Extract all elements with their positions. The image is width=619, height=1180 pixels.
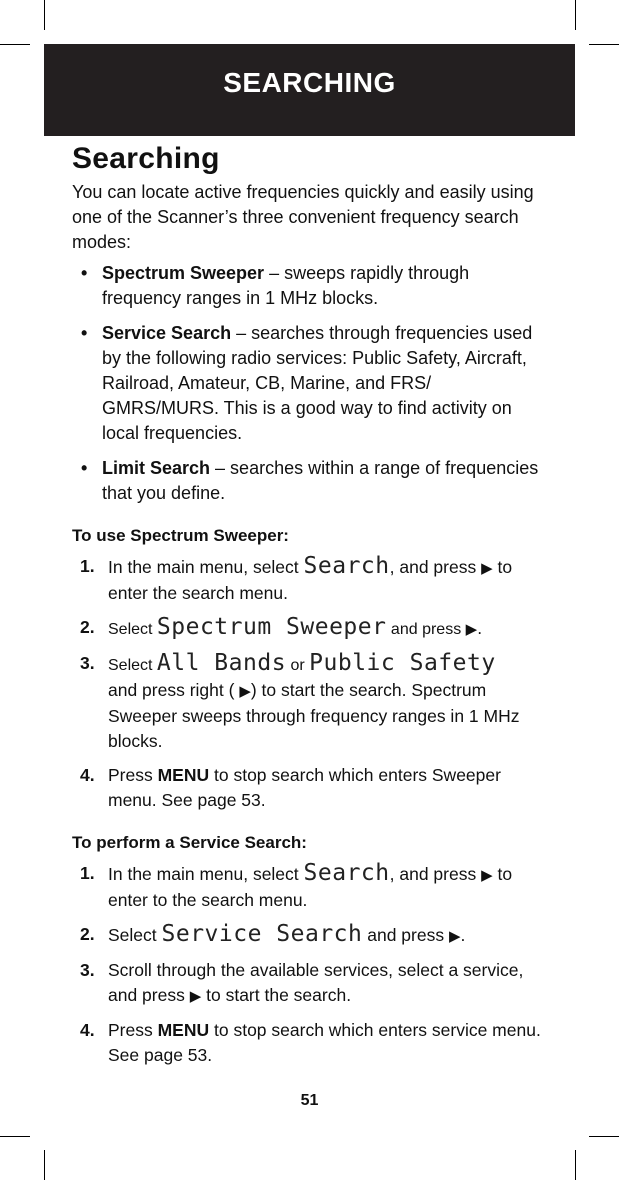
mode-term: Limit Search xyxy=(102,458,211,478)
right-arrow-icon: ▶ xyxy=(481,560,493,577)
step-text: , and press xyxy=(389,557,482,577)
step-item xyxy=(72,651,552,754)
mode-desc: – searches through frequencies used by the following radio services: Public Safety, Aircraft, Railroad, Amateur, CB, Marine, and FRS/ GMRS/MURS. This is a good way to find activity on local frequencies. xyxy=(102,323,533,443)
crop-mark xyxy=(589,44,619,45)
crop-mark xyxy=(44,1150,45,1180)
step-text: or xyxy=(286,657,310,674)
step-text: to enter the search menu. xyxy=(108,557,513,603)
step-text: and press xyxy=(386,621,466,638)
menu-key-label: MENU xyxy=(157,765,210,785)
sweeper-steps xyxy=(72,554,552,813)
step-number: 1. xyxy=(80,863,95,883)
step-text: In the main menu, select xyxy=(108,864,304,884)
step-text: Press xyxy=(108,765,158,785)
right-arrow-icon: ▶ xyxy=(189,988,202,1005)
right-arrow-icon: ▶ xyxy=(239,683,251,700)
mode-desc: – sweeps rapidly through frequency ranges in 1 MHz blocks. xyxy=(102,263,470,308)
step-text: . xyxy=(460,925,466,945)
mode-term: Service Search xyxy=(102,323,232,343)
step-item xyxy=(72,861,552,913)
step-text: to enter to the search menu. xyxy=(108,864,513,910)
right-arrow-icon: ▶ xyxy=(481,867,493,884)
step-text: Select xyxy=(108,657,157,674)
search-modes-list xyxy=(72,261,552,506)
step-number: 3. xyxy=(80,653,95,673)
step-text: to start the search. xyxy=(201,985,352,1005)
chapter-title: SEARCHING xyxy=(223,67,396,98)
step-item xyxy=(72,1018,552,1068)
list-item xyxy=(72,321,552,446)
crop-mark xyxy=(0,1136,30,1137)
bullet-icon: • xyxy=(81,458,88,478)
step-text: , and press xyxy=(389,864,482,884)
step-number: 4. xyxy=(80,765,95,785)
step-number: 1. xyxy=(80,556,95,576)
step-number: 2. xyxy=(80,924,95,944)
lcd-menu-text: Spectrum Sweeper xyxy=(156,614,387,640)
step-text: Select xyxy=(108,925,162,945)
crop-mark xyxy=(0,44,30,45)
crop-mark xyxy=(44,0,45,30)
right-arrow-icon: ▶ xyxy=(448,928,461,945)
step-text: . xyxy=(477,618,483,638)
step-text: ) to start the search. Spectrum Sweeper sweeps through frequency ranges in 1 MHz blocks. xyxy=(108,680,520,751)
intro-paragraph: You can locate active frequencies quickly and easily using one of the Scanner’s three convenient frequency search modes: xyxy=(72,182,534,252)
right-arrow-icon: ▶ xyxy=(465,621,478,638)
step-item xyxy=(72,615,552,642)
service-search-steps xyxy=(72,861,552,1068)
page-number: 51 xyxy=(300,1092,319,1109)
step-item xyxy=(72,763,552,813)
lcd-menu-text: Public Safety xyxy=(309,650,496,676)
crop-mark xyxy=(575,1150,576,1180)
crop-mark xyxy=(575,0,576,30)
step-text: and press xyxy=(362,925,449,945)
mode-term: Spectrum Sweeper xyxy=(102,263,265,283)
step-item xyxy=(72,922,552,949)
bullet-icon: • xyxy=(81,323,88,343)
step-item xyxy=(72,958,552,1009)
step-text: and press right ( xyxy=(108,680,240,700)
step-number: 2. xyxy=(80,617,95,637)
step-text: Press xyxy=(108,1020,158,1040)
page-content xyxy=(72,140,552,1077)
step-number: 3. xyxy=(80,960,95,980)
section-heading: Searching xyxy=(72,142,220,175)
lcd-menu-text: Search xyxy=(303,860,390,886)
lcd-menu-text: All Bands xyxy=(156,650,287,676)
step-text: to stop search which enters Sweeper menu. See page 53. xyxy=(108,765,501,810)
list-item xyxy=(72,456,552,506)
step-item xyxy=(72,554,552,606)
step-text: Scroll through the available services, select a service, and press xyxy=(108,960,524,1005)
step-text: to stop search which enters service menu. See page 53. xyxy=(108,1020,541,1065)
menu-key-label: MENU xyxy=(157,1020,210,1040)
step-number: 4. xyxy=(80,1020,95,1040)
step-text: Select xyxy=(108,621,157,638)
list-item xyxy=(72,261,552,311)
lcd-menu-text: Service Search xyxy=(161,921,363,947)
mode-desc: – searches within a range of frequencies that you define. xyxy=(102,458,539,503)
step-text: In the main menu, select xyxy=(108,557,304,577)
service-search-heading: To perform a Service Search: xyxy=(72,833,307,852)
bullet-icon: • xyxy=(81,263,88,283)
crop-mark xyxy=(589,1136,619,1137)
chapter-banner xyxy=(44,44,575,136)
sweeper-heading: To use Spectrum Sweeper: xyxy=(72,526,289,545)
lcd-menu-text: Search xyxy=(303,553,390,579)
